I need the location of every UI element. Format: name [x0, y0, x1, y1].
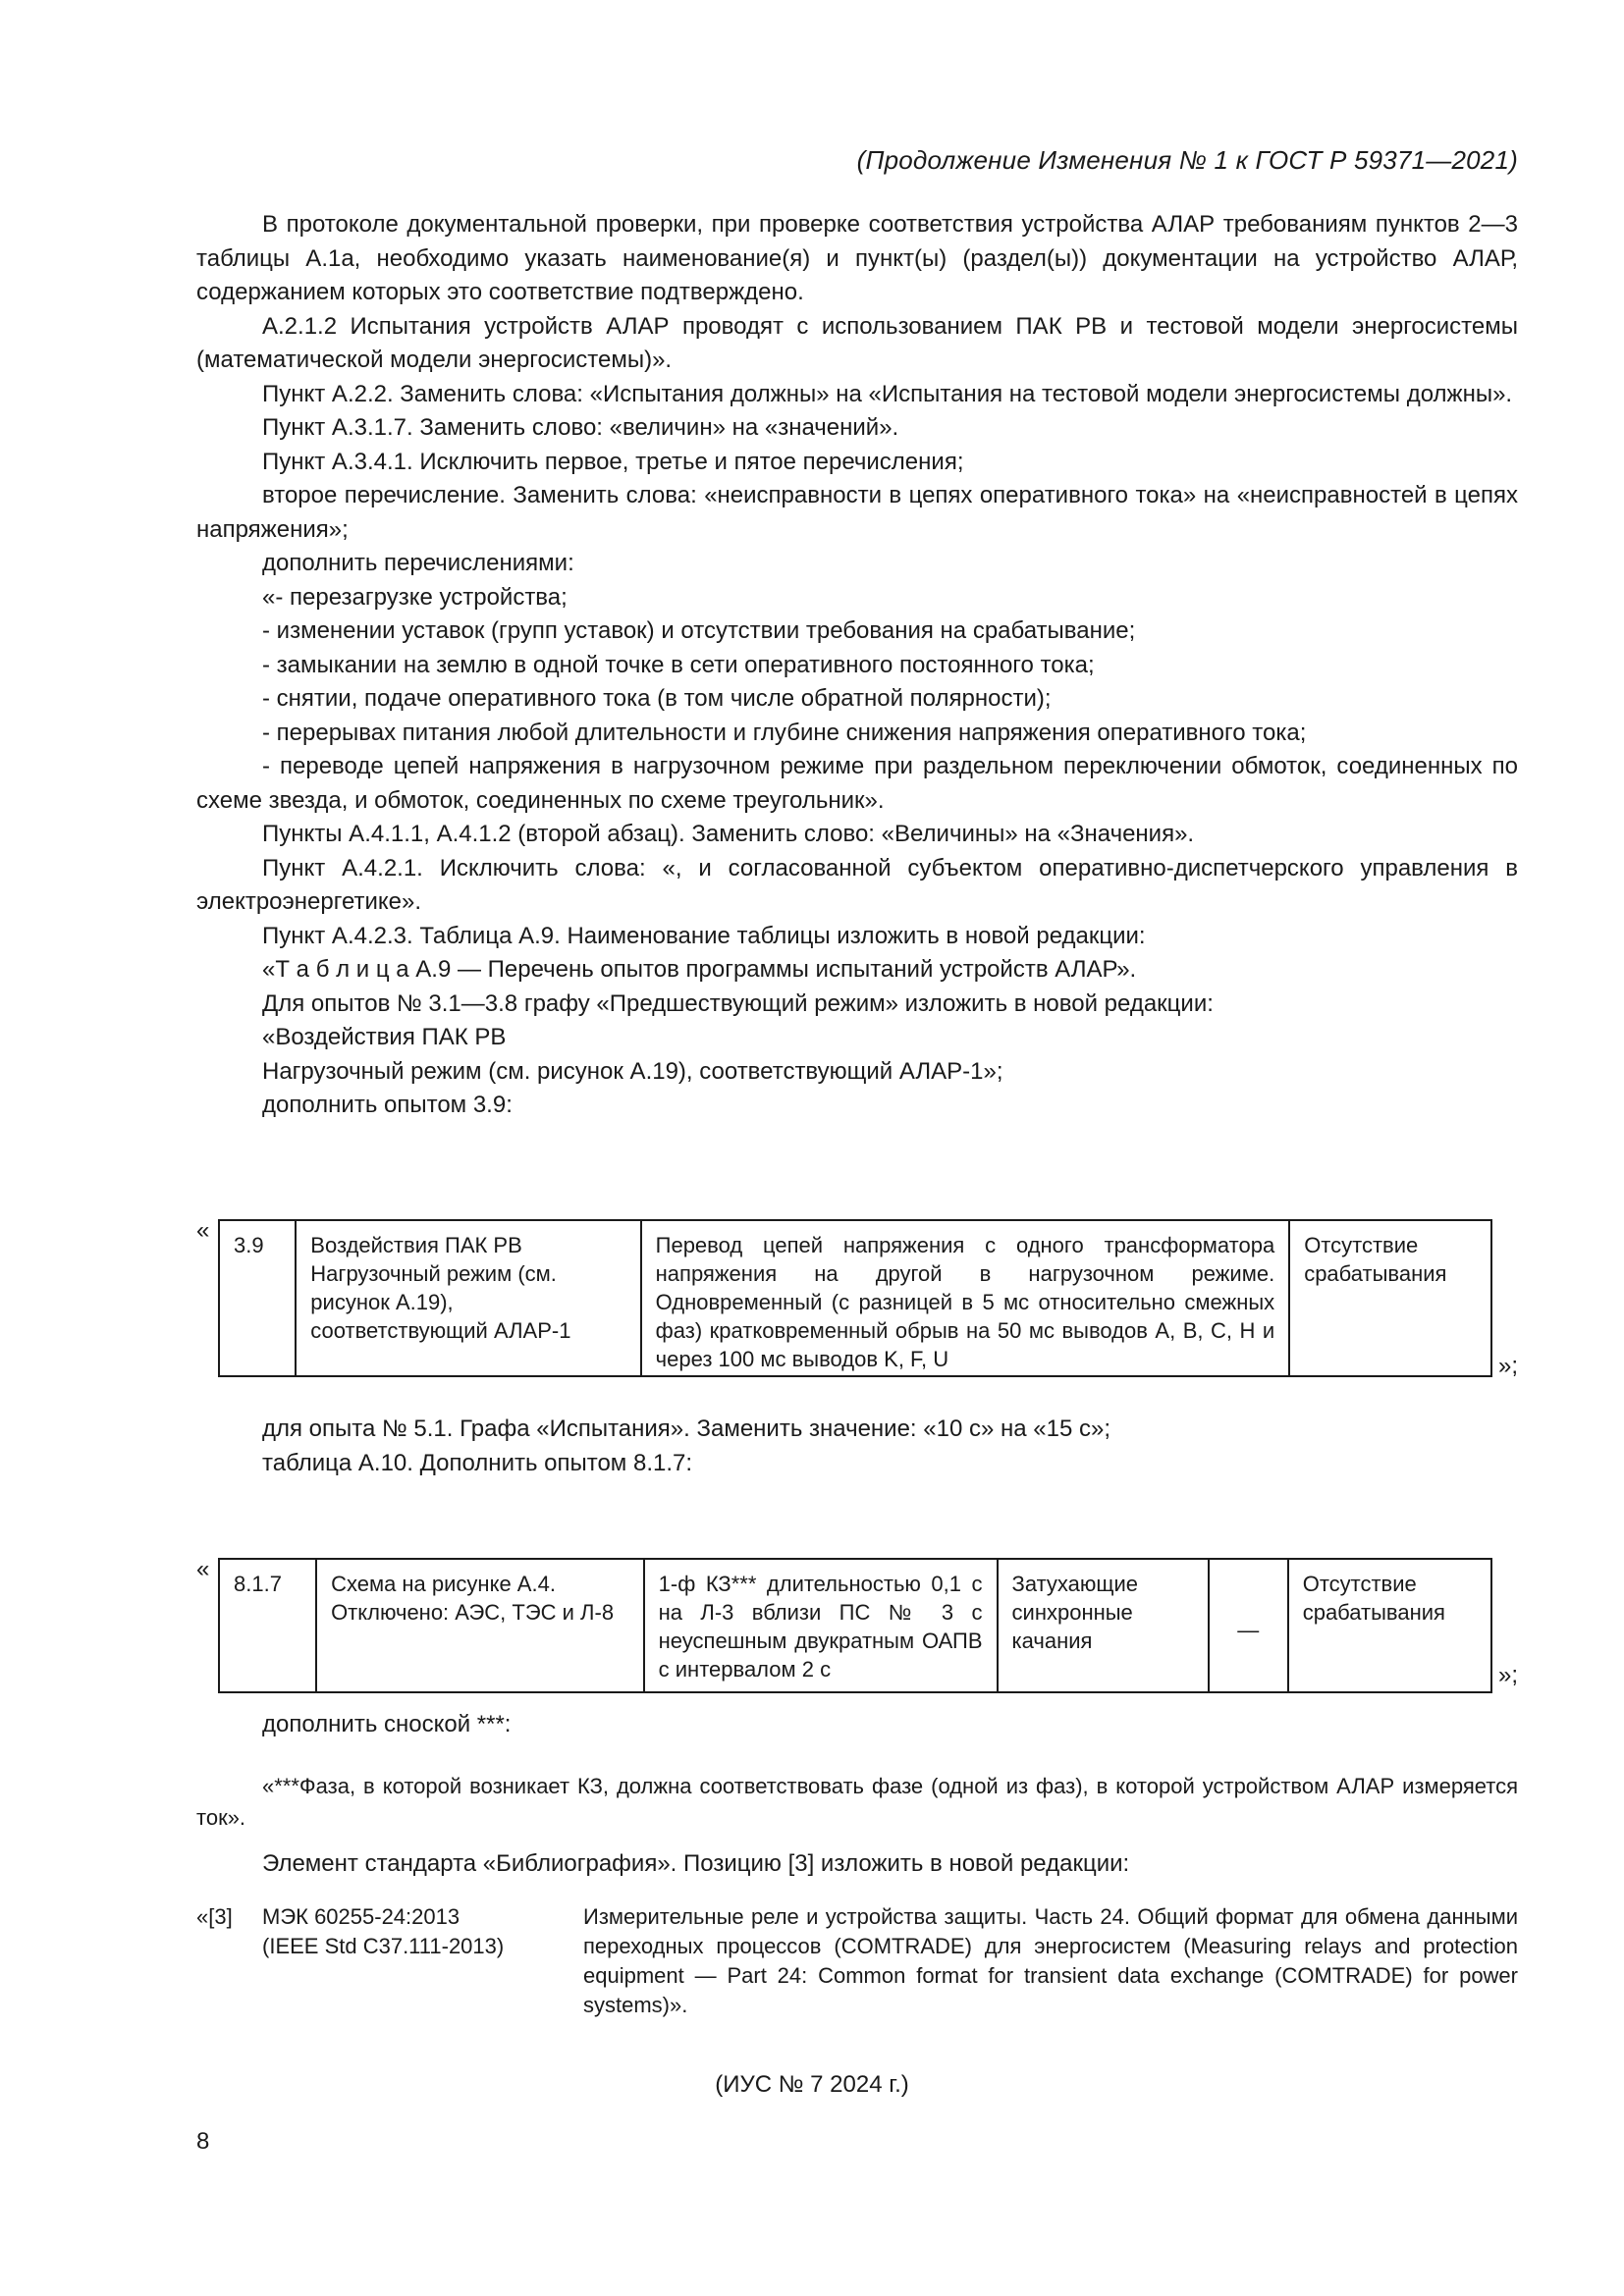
- paragraph: второе перечисление. Заменить слова: «неисправности в цепях оперативного тока» на «неисправностей в цепях напряжения»;: [196, 482, 1518, 543]
- footnote-intro-block: [196, 1708, 1518, 1742]
- paragraph: Пункт А.3.4.1. Исключить первое, третье и пятое перечисления;: [262, 448, 964, 475]
- paragraph: Пункт А.4.2.3. Таблица А.9. Наименование таблицы изложить в новой редакции:: [262, 922, 1146, 949]
- table-row: [219, 1559, 1491, 1692]
- cell-mode: Воздействия ПАК РВ Нагрузочный режим (см. рисунок А.19), соответствующий АЛАР-1: [296, 1220, 640, 1376]
- cell-swing: Затухающие синхронные качания: [998, 1559, 1209, 1692]
- biblio-code-line: МЭК 60255-24:2013: [262, 1904, 460, 1929]
- list-item: - снятии, подаче оперативного тока (в том числе обратной полярности);: [262, 685, 1052, 712]
- paragraph: Нагрузочный режим (см. рисунок А.19), соответствующий АЛАР-1»;: [262, 1057, 1003, 1085]
- paragraph: В протоколе документальной проверки, при проверке соответствия устройства АЛАР требованиям пунктов 2—3 таблицы А.1а, необходимо указать наименование(я) и пункт(ы) (раздел(ы)) документации на устройство АЛАР, содержанием которых это соответствие подтверждено.: [196, 211, 1518, 305]
- list-item: - переводе цепей напряжения в нагрузочном режиме при раздельном переключении обмоток, соединенных по схеме звезда, и обмоток, соединенных по схеме треугольник».: [196, 753, 1518, 814]
- footnote-intro: дополнить сноской ***:: [262, 1711, 512, 1737]
- footnote-text: «***Фаза, в которой возникает КЗ, должна соответствовать фазе (одной из фаз), в которой устройством АЛАР измеряется ток».: [196, 1774, 1518, 1830]
- main-text: [196, 208, 1518, 1123]
- mid-text: [196, 1413, 1518, 1480]
- paragraph: Пункт А.2.2. Заменить слова: «Испытания должны» на «Испытания на тестовой модели энергосистемы должны».: [262, 380, 1513, 407]
- paragraph: для опыта № 5.1. Графа «Испытания». Заменить значение: «10 с» на «15 с»;: [262, 1415, 1110, 1442]
- paragraph: Пункт А.3.1.7. Заменить слово: «величин» на «значений».: [262, 414, 899, 441]
- cell-scheme: Схема на рисунке А.4. Отключено: АЭС, ТЭС и Л-8: [316, 1559, 644, 1692]
- ius-reference: (ИУС № 7 2024 г.): [715, 2071, 909, 2098]
- paragraph: «Т а б л и ц а А.9 — Перечень опытов программы испытаний устройств АЛАР».: [262, 956, 1137, 983]
- open-quote: «: [196, 1556, 210, 1582]
- bibliography-entry: [196, 1902, 1518, 2030]
- biblio-intro: Элемент стандарта «Библиография». Позицию [3] изложить в новой редакции:: [262, 1850, 1130, 1877]
- paragraph: дополнить перечислениями:: [262, 550, 574, 576]
- table-row: [219, 1220, 1491, 1376]
- close-quote: »;: [1497, 1353, 1518, 1379]
- biblio-code-line: (IEEE Std C37.111-2013): [262, 1934, 505, 1958]
- experiment-8-1-7-table: [218, 1558, 1492, 1693]
- paragraph: Пункт А.4.2.1. Исключить слова: «, и согласованной субъектом оперативно-диспетчерского управления в электроэнергетике».: [196, 854, 1518, 915]
- cell-test: 1-ф КЗ*** длительностью 0,1 с на Л-3 вблизи ПС № 3 с неуспешным двукратным ОАПВ с интервалом 2 с: [644, 1559, 998, 1692]
- open-quote: «: [196, 1217, 210, 1244]
- biblio-code: [262, 1902, 557, 1961]
- list-item: - изменении уставок (групп уставок) и отсутствии требования на срабатывание;: [262, 617, 1136, 644]
- cell-result: Отсутствие срабатывания: [1289, 1220, 1491, 1376]
- biblio-number: «[3]: [196, 1904, 233, 1929]
- running-header: (Продолжение Изменения № 1 к ГОСТ Р 59371—2021): [856, 145, 1518, 175]
- page-number: 8: [196, 2128, 210, 2155]
- experiment-3-9-table: [218, 1219, 1492, 1377]
- close-quote: »;: [1497, 1662, 1518, 1688]
- experiment-3-9-block: [196, 1217, 1518, 1394]
- cell-test: Перевод цепей напряжения с одного трансформатора напряжения на другой в нагрузочном режиме. Одновременный (с разницей в 5 мс относительно смежных фаз) кратковременный обрыв на 50 мс выводов A, B, C, H и через 100 мс выводов K, F, U: [641, 1220, 1290, 1376]
- paragraph: таблица А.10. Дополнить опытом 8.1.7:: [262, 1449, 693, 1476]
- biblio-description: Измерительные реле и устройства защиты. Часть 24. Общий формат для обмена данными переходных процессов (COMTRADE) для энергосистем (Measuring relays and protection equipment — Part 24: Common format for transient data exchange (COMTRADE) for power systems)».: [583, 1904, 1518, 2017]
- cell-number: 3.9: [219, 1220, 296, 1376]
- paragraph: дополнить опытом 3.9:: [262, 1092, 513, 1118]
- list-item: - перерывах питания любой длительности и глубине снижения напряжения оперативного тока;: [262, 719, 1307, 746]
- paragraph: Для опытов № 3.1—3.8 графу «Предшествующий режим» изложить в новой редакции:: [262, 989, 1214, 1017]
- cell-dash: —: [1209, 1559, 1288, 1692]
- cell-result: Отсутствие срабатывания: [1288, 1559, 1491, 1692]
- list-item: - замыкании на землю в одной точке в сети оперативного постоянного тока;: [262, 651, 1095, 678]
- paragraph: «Воздействия ПАК РВ: [262, 1024, 507, 1050]
- paragraph: А.2.1.2 Испытания устройств АЛАР проводят с использованием ПАК РВ и тестовой модели энергосистемы (математической модели энергосистемы)».: [196, 312, 1518, 373]
- cell-number: 8.1.7: [219, 1559, 316, 1692]
- biblio-intro-block: [196, 1847, 1518, 1882]
- paragraph: Пункты А.4.1.1, А.4.1.2 (второй абзац). Заменить слово: «Величины» на «Значения».: [262, 821, 1195, 847]
- experiment-8-1-7-block: [196, 1556, 1518, 1693]
- list-item: «- перезагрузке устройства;: [262, 583, 568, 611]
